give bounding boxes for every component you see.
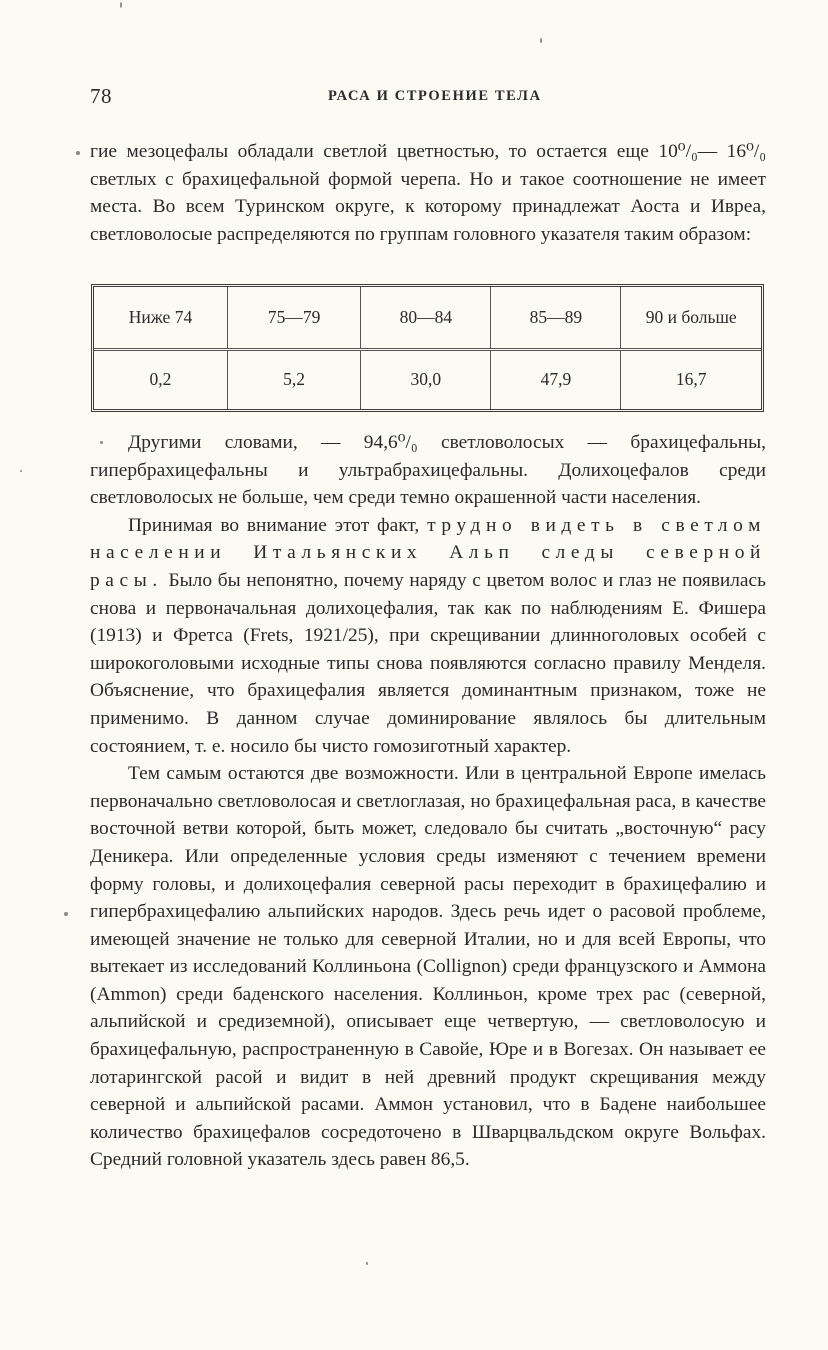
scan-speck [120,2,122,8]
table-value-cell: 5,2 [227,349,360,409]
paragraph-3-lead: Принимая во внимание этот факт, [128,514,420,536]
table-header-row [94,287,761,349]
scan-speck [20,470,22,472]
paragraph-3 [90,512,766,760]
main-text [90,429,766,1174]
table-header-cell: Ниже 74 [94,287,227,349]
table-value-cell: 47,9 [491,349,621,409]
table-header-cell: 90 и больше [621,287,761,349]
paragraph-3-rest: Было бы непонятно, почему наряду с цветом волос и глаз не появилась снова и первоначальная долихоцефалия, так как по наблюдениям Е. Фишера (1913) и Фретса (Frets, 1921/25), при скрещивании длинноголовых особей с широкоголовыми исходные типы снова появляются согласно правилу Менделя. Объяснение, что брахицефалия является доминантным признаком, тоже не применимо. В данном случае доминирование являлось бы длительным состоянием, т. е. носило бы чисто гомозиготный характер. [90,569,766,757]
paragraph-4: Тем самым остаются две возможности. Или в центральной Европе имелась первоначально светловолосая и светлоглазая, но брахицефальная раса, в качестве восточной ветви которой, быть может, следовало бы считать „восточную“ расу Деникера. Или определенные условия среды изменяют с течением времени форму головы, и долихоцефалия северной расы переходит в брахицефалию и гипербрахицефалию альпийских народов. Здесь речь идет о расовой проблеме, имеющей значение не только для северной Италии, но и для всей Европы, что вытекает из исследований Коллиньона (Collignon) среди французского и Аммона (Ammon) среди баденского населения. Коллиньон, кроме трех рас (северной, альпийской и средиземной), описывает еще четвертую, — светловолосую и брахицефальную, распространенную в Савойе, Юре и в Вогезах. Он называет ее лотарингской расой и видит в ней древний продукт скрещивания между северной и альпийской расами. Аммон установил, что в Бадене наибольшее количество брахицефалов сосредоточено в Шварцвальдском округе Вольфах. Средний головной указатель здесь равен 86,5. [90,763,766,1171]
table-header-cell: 75—79 [227,287,360,349]
cephalic-index-table [91,284,764,412]
paragraph-2: Другими словами, — 94,6⁰/₀ светловолосых — брахицефальны, гипербрахицефальны и ультрабрахицефальны. Долихоцефалов среди светловолосых не больше, чем среди темно окрашенной части населения. [90,432,766,509]
table-header-cell: 80—84 [361,287,491,349]
scan-speck [366,1262,368,1265]
scan-speck [540,38,542,43]
intro-paragraph-block [90,138,766,248]
page-header [90,84,766,108]
table-value-cell: 30,0 [361,349,491,409]
table-header-cell: 85—89 [491,287,621,349]
paragraph-3-emphasis: трудно видеть в светлом населении Итальянских Альп следы северной расы. [90,514,766,591]
intro-paragraph: гие мезоцефалы обладали светлой цветностью, то остается еще 10⁰/₀— 16⁰/₀ светлых с брахицефальной формой черепа. Но и такое соотношение не имеет места. Во всем Туринском округе, к которому принадлежат Аоста и Ивреа, светловолосые распределяются по группам головного указателя таким образом: [90,141,766,245]
table-value-cell: 0,2 [149,369,172,390]
table-value-cell: 16,7 [621,349,761,409]
scan-speck [76,151,80,155]
running-title: РАСА И СТРОЕНИЕ ТЕЛА [328,88,542,104]
table-value-row [94,349,761,409]
scan-speck [64,912,68,916]
page-number: 78 [90,84,112,108]
scan-speck [100,441,103,444]
data-table [94,287,761,409]
